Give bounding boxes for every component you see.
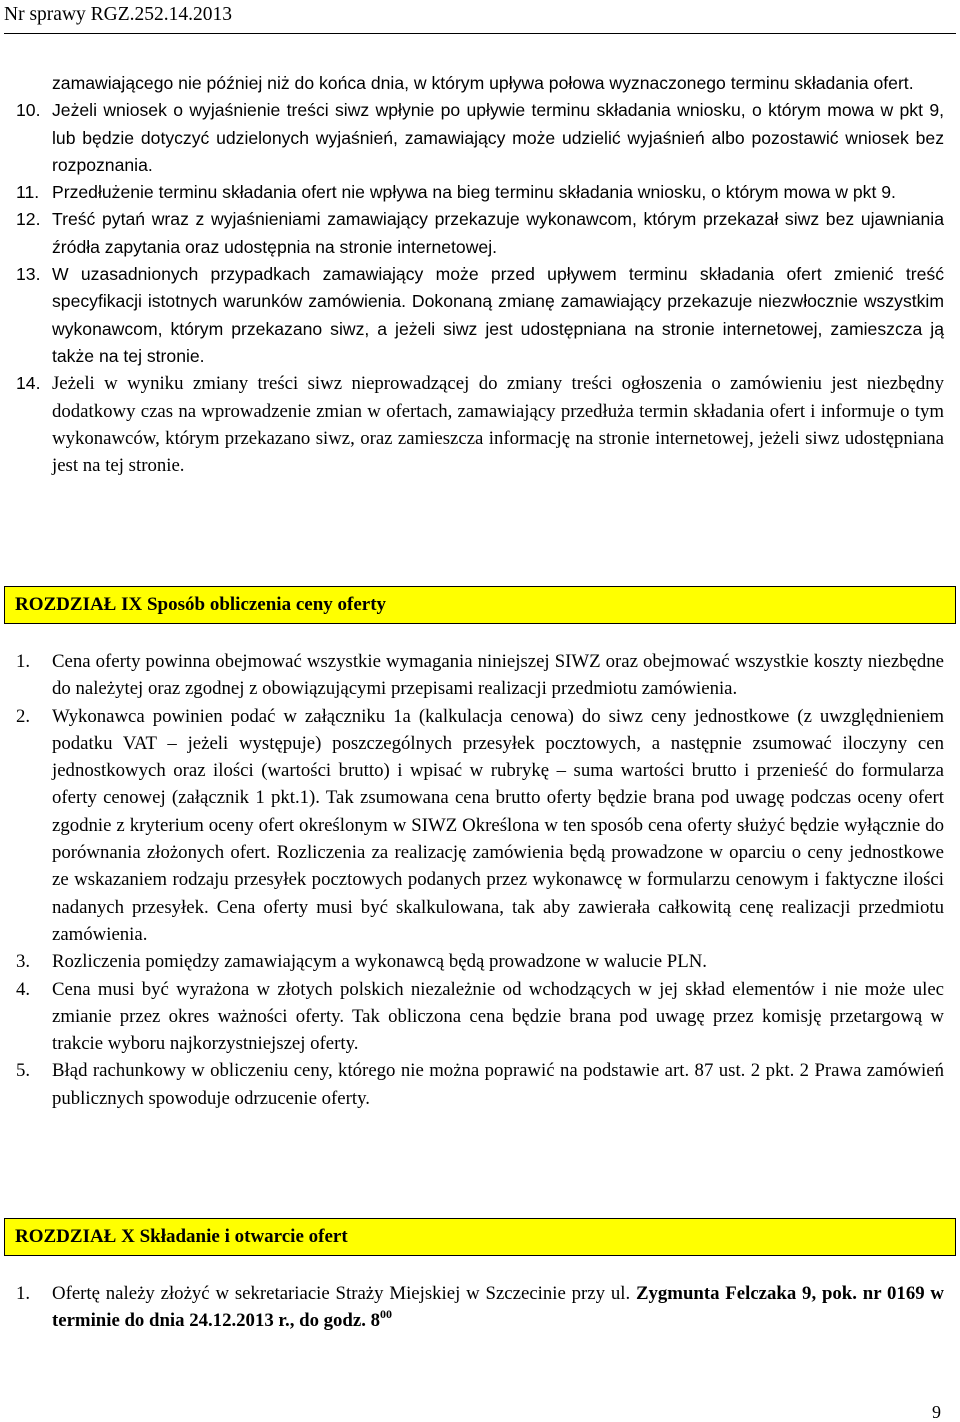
list-item-number: 13. — [16, 264, 41, 285]
list-item-2 — [16, 703, 944, 949]
submission-details: Zygmunta Felczaka 9, pok. nr 0169 w terminie do dnia 24.12.2013 r., do godz. 8 — [52, 1283, 944, 1332]
list-item-13 — [16, 261, 944, 370]
continuation-text: zamawiającego nie później niż do końca dnia, w którym upływa połowa wyznaczonego terminu składania ofert. — [52, 73, 914, 93]
list-item-10 — [16, 97, 944, 179]
hour-superscript: 00 — [380, 1307, 392, 1322]
list-item-text: Wykonawca powinien podać w załączniku 1a (kalkulacja cenowa) do siwz ceny jednostkowe (z uwzględnieniem podatku VAT – jeżeli występuje) poszczególnych przesyłek pocztowych, a następnie zsumować iloczyny cen jednostkowych oraz ilości (wartości brutto) i wpisać w rubrykę – suma wartości brutto i przenieść do formularza oferty cenowej (załącznik 1 pkt.1). Tak zsumowana cena brutto oferty będzie brana pod uwagę podczas oceny ofert zgodnie z kryterium oceny ofert określonym w SIWZ Określona w ten sposób cena oferty służyć będzie wyłącznie do porównania złożonych ofert. Rozliczenia za realizację zamówienia będą prowadzone w oparciu o ceny jednostkowe ze wskazaniem rodzaju przesyłek pocztowych podanych przez wykonawcę w formularzu cenowym i faktyczne ilości nadanych przesyłek. Cena oferty musi być skalkulowana, tak aby zawierała całkowitą cenę realizacji przedmiotu zamówienia. — [52, 705, 944, 945]
list-item-14 — [16, 370, 944, 479]
section-ix-list — [16, 648, 944, 1112]
list-item-number: 1. — [16, 1283, 31, 1304]
list-item-number: 11. — [16, 182, 40, 203]
list-item-text: Przedłużenie terminu składania ofert nie wpływa na bieg terminu składania wniosku, o którym mowa w pkt 9. — [52, 182, 896, 203]
list-item-3 — [16, 948, 944, 975]
list-item-text: Cena oferty powinna obejmować wszystkie wymagania niniejszej SIWZ oraz obejmować wszystkie koszty niezbędne do należytej oraz zgodnej z obowiązującymi przepisami realizacji przedmiotu zamówienia. — [52, 651, 944, 700]
continuation-paragraph — [16, 70, 944, 97]
list-item-number: 3. — [16, 951, 31, 973]
list-item-text: Cena musi być wyrażona w złotych polskich niezależnie od wchodzących w jej skład elementów i nie może ulec zmianie przez okres ważności oferty. Tak obliczona cena będzie brana pod uwagę przez komisję przetargową w trakcie wyboru najkorzystniejszej oferty. — [52, 978, 944, 1055]
page-header: Nr sprawy RGZ.252.14.2013 — [4, 4, 233, 25]
list-item-1 — [16, 648, 944, 703]
list-item-number: 14. — [16, 373, 41, 394]
section-x-heading: ROZDZIAŁ X Składanie i otwarcie ofert — [4, 1218, 956, 1256]
page-number: 9 — [932, 1402, 941, 1422]
list-item-number: 10. — [16, 100, 41, 121]
list-item-number: 4. — [16, 978, 31, 1000]
list-item-12 — [16, 206, 944, 261]
list-item-11 — [16, 179, 944, 206]
list-item-text: Rozliczenia pomiędzy zamawiającym a wykonawcą będą prowadzone w walucie PLN. — [52, 951, 707, 973]
list-item-text: Jeżeli wniosek o wyjaśnienie treści siwz wpłynie po upływie terminu składania wniosku, o którym mowa w pkt 9, lub będzie dotyczyć udzielonych wyjaśnień, zamawiający może udzielić wyjaśnień albo pozostawić wniosek bez rozpoznania. — [52, 100, 944, 175]
list-item-text: Jeżeli w wyniku zmiany treści siwz nieprowadzącej do zmiany treści ogłoszenia o zamówieniu jest niezbędny dodatkowy czas na wprowadzenie zmian w ofertach, zamawiający przedłuża termin składania ofert i informuje o tym wykonawców, którym przekazano siwz, oraz zamieszcza informację na stronie internetowej, jeżeli siwz udostępniana jest na tej stronie. — [52, 373, 944, 477]
header-rule — [4, 33, 956, 34]
list-item-number: 5. — [16, 1060, 31, 1082]
list-item-text: Treść pytań wraz z wyjaśnieniami zamawiający przekazuje wykonawcom, którym przekazał siwz bez ujawniania źródła zapytania oraz udostępnia na stronie internetowej. — [52, 209, 944, 257]
list-item-text: Błąd rachunkowy w obliczeniu ceny, którego nie można poprawić na podstawie art. 87 ust. 2 pkt. 2 Prawa zamówień publicznych spowoduje odrzucenie oferty. — [52, 1060, 944, 1109]
list-item-number: 12. — [16, 209, 41, 230]
section-ix-heading: ROZDZIAŁ IX Sposób obliczenia ceny oferty — [4, 586, 956, 624]
section-x-list — [16, 1280, 944, 1335]
list-item-text: Ofertę należy złożyć w sekretariacie Straży Miejskiej w Szczecinie przy ul. — [52, 1283, 631, 1304]
list-item-number: 2. — [16, 705, 31, 727]
list-item-1 — [16, 1280, 944, 1335]
list-item-number: 1. — [16, 651, 31, 672]
section-top — [16, 70, 944, 479]
list-item-5 — [16, 1057, 944, 1112]
list-item-4 — [16, 976, 944, 1058]
list-item-text: W uzasadnionych przypadkach zamawiający może przed upływem terminu składania ofert zmienić treść specyfikacji istotnych warunków zamówienia. Dokonaną zmianę zamawiający przekazuje niezwłocznie wszystkim wykonawcom, którym przekazano siwz, a jeżeli siwz jest udostępniana na stronie internetowej, zamieszcza ją także na tej stronie. — [52, 264, 944, 366]
